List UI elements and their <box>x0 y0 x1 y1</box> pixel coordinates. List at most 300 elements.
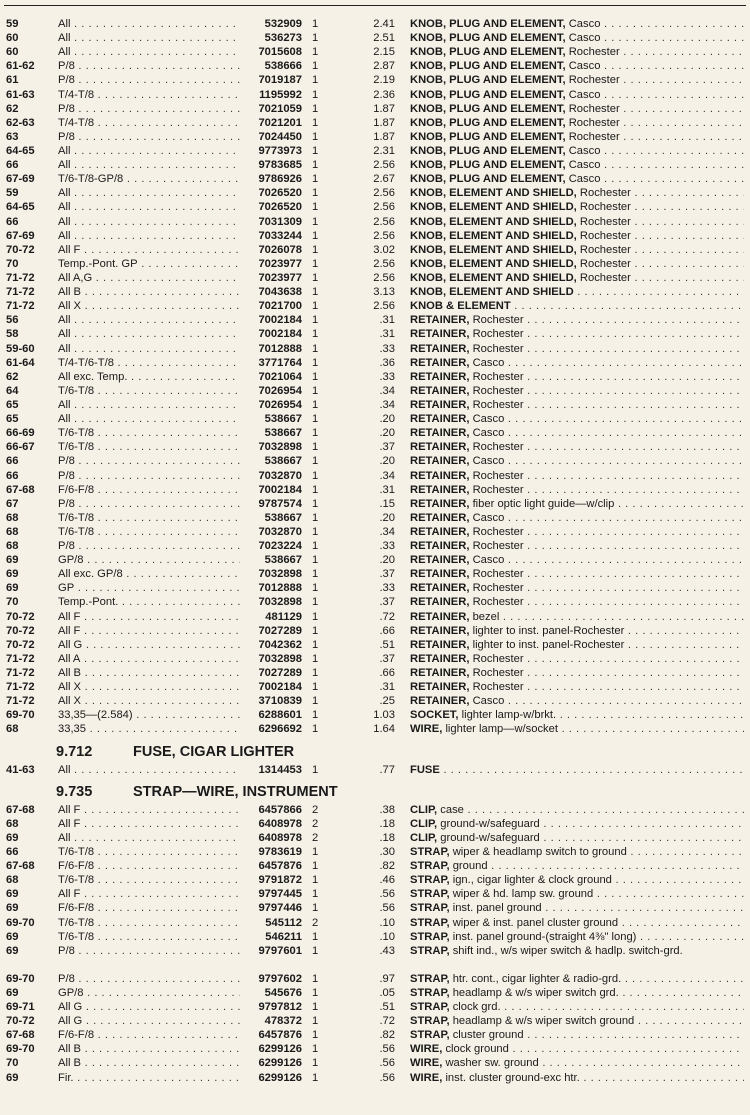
part-number-cell: 9797601 <box>258 944 302 957</box>
part-detail: ground <box>452 860 488 873</box>
part-detail: Casco <box>472 413 505 426</box>
price-cell: .34 <box>379 398 395 411</box>
part-number-cell: 7042362 <box>258 638 302 651</box>
part-name: RETAINER, <box>410 384 470 397</box>
quantity-cell: 1 <box>312 1043 319 1056</box>
year-cell: 69 <box>6 930 19 943</box>
year-cell: 67-68 <box>6 1029 35 1042</box>
year-cell: 66 <box>6 846 19 859</box>
model-cell: All A,G . . . <box>58 271 240 285</box>
price-cell: .20 <box>379 427 395 440</box>
model-cell: All . . . <box>58 200 240 214</box>
model-cell: T/6-T/8 . . . <box>58 845 240 859</box>
part-name: KNOB, PLUG AND ELEMENT, <box>410 74 566 87</box>
model-cell: P/8 . . . <box>58 59 240 73</box>
model-cell: GP/8 . . . <box>58 553 240 567</box>
table-row <box>6 972 744 986</box>
part-name: RETAINER, <box>410 370 470 383</box>
part-name: STRAP, <box>410 846 450 859</box>
quantity-cell: 1 <box>312 88 319 101</box>
model-cell: T/4-T/8 . . . <box>58 116 240 130</box>
price-cell: .30 <box>379 846 395 859</box>
part-detail: fiber optic light guide—w/clip <box>472 497 615 510</box>
table-row <box>6 1014 744 1028</box>
year-cell: 66 <box>6 469 19 482</box>
quantity-cell: 1 <box>312 201 319 214</box>
table-row <box>6 31 744 45</box>
part-detail: clock grd. <box>452 1001 501 1013</box>
model-cell: All X . . . <box>58 680 240 694</box>
model-cell: T/4-T/8 . . . <box>58 88 240 102</box>
part-detail: lighter lamp—w/socket <box>445 723 558 736</box>
part-number-cell: 6296692 <box>258 723 302 736</box>
description-cell <box>410 873 744 887</box>
top-rule <box>4 5 746 6</box>
table-row <box>6 229 744 243</box>
part-name: RETAINER, <box>410 568 470 581</box>
year-cell: 59-60 <box>6 342 35 355</box>
quantity-cell: 1 <box>312 511 319 524</box>
price-cell: .51 <box>379 638 395 651</box>
price-cell: .72 <box>379 610 395 623</box>
quantity-cell: 1 <box>312 902 319 915</box>
quantity-cell: 1 <box>312 944 319 957</box>
section-title: FUSE, CIGAR LIGHTER <box>133 743 295 760</box>
model-cell: F/6-F/8 . . . <box>58 483 240 497</box>
model-cell: P/8 . . . <box>58 944 240 958</box>
quantity-cell: 1 <box>312 972 319 985</box>
table-row <box>6 116 744 130</box>
table-row <box>6 271 744 285</box>
table-row <box>6 1000 744 1014</box>
part-detail: Rochester <box>579 229 631 242</box>
part-name: WIRE, <box>410 723 443 736</box>
table-row <box>6 1071 744 1085</box>
price-cell: .77 <box>379 763 395 776</box>
part-number-cell: 7027289 <box>258 667 302 680</box>
quantity-cell: 1 <box>312 384 319 397</box>
description-cell <box>410 454 744 468</box>
model-cell: All F . . . <box>58 624 240 638</box>
table-row <box>6 1056 744 1070</box>
quantity-cell: 1 <box>312 695 319 708</box>
part-number-cell: 9783685 <box>258 159 302 172</box>
part-number-cell: 538667 <box>264 413 302 426</box>
section-number: 9.735 <box>56 783 93 800</box>
table-row <box>6 200 744 214</box>
description-cell <box>410 172 744 186</box>
price-cell: .38 <box>379 803 395 816</box>
part-detail: wiper & headlamp switch to ground <box>452 846 627 859</box>
part-number-cell: 9791872 <box>258 874 302 887</box>
description-cell <box>410 398 744 412</box>
part-detail: inst. cluster ground-exc htr. <box>445 1071 580 1084</box>
price-cell: 2.56 <box>373 257 395 270</box>
table-row <box>6 694 744 708</box>
part-name: KNOB, PLUG AND ELEMENT, <box>410 32 566 45</box>
part-number-cell: 7032898 <box>258 568 302 581</box>
quantity-cell: 1 <box>312 427 319 440</box>
part-name: STRAP, <box>410 902 450 915</box>
quantity-cell: 2 <box>312 916 319 929</box>
part-detail: Rochester <box>579 215 631 228</box>
year-cell: 58 <box>6 328 19 341</box>
quantity-cell: 1 <box>312 874 319 887</box>
part-name: KNOB, ELEMENT AND SHIELD, <box>410 243 577 256</box>
part-detail: Rochester <box>568 116 620 129</box>
year-cell: 61-63 <box>6 88 35 101</box>
year-cell: 66 <box>6 159 19 172</box>
part-name: STRAP, <box>410 874 450 887</box>
part-name: RETAINER, <box>410 469 470 482</box>
description-cell <box>410 595 744 609</box>
quantity-cell: 1 <box>312 46 319 59</box>
model-cell: All F . . . <box>58 817 240 831</box>
year-cell: 64-65 <box>6 144 35 157</box>
description-cell <box>410 370 744 384</box>
description-cell <box>410 722 744 736</box>
part-name: STRAP, <box>410 930 450 943</box>
table-row <box>6 130 744 144</box>
table-row <box>6 327 744 341</box>
year-cell: 59 <box>6 18 19 30</box>
description-cell <box>410 17 744 31</box>
part-number-cell: 7031309 <box>258 215 302 228</box>
part-detail: Casco <box>472 427 505 440</box>
part-detail: Rochester <box>579 243 631 256</box>
part-detail: Rochester <box>568 130 620 143</box>
part-name: KNOB, ELEMENT AND SHIELD, <box>410 187 577 200</box>
price-cell: .56 <box>379 1043 395 1056</box>
model-cell: All . . . <box>58 398 240 412</box>
part-name: RETAINER, <box>410 652 470 665</box>
description-cell <box>410 412 744 426</box>
part-name: KNOB, PLUG AND ELEMENT, <box>410 18 566 30</box>
description-cell <box>410 144 744 158</box>
part-name: KNOB & ELEMENT <box>410 300 511 313</box>
part-detail: Casco <box>568 32 601 45</box>
part-number-cell: 7002184 <box>258 314 302 327</box>
description-cell <box>410 440 744 454</box>
part-detail: Rochester <box>579 271 631 284</box>
table-row <box>6 511 744 525</box>
price-cell: 1.87 <box>373 130 395 143</box>
part-detail: Rochester <box>472 652 524 665</box>
description-cell <box>410 581 744 595</box>
quantity-cell: 1 <box>312 525 319 538</box>
model-cell: All . . . <box>58 45 240 59</box>
part-number-cell: 7023977 <box>258 271 302 284</box>
quantity-cell: 1 <box>312 159 319 172</box>
quantity-cell: 1 <box>312 723 319 736</box>
part-number-cell: 7032898 <box>258 441 302 454</box>
table-row <box>6 426 744 440</box>
year-cell: 41-63 <box>6 763 35 776</box>
part-name: RETAINER, <box>410 342 470 355</box>
table-row <box>6 88 744 102</box>
model-cell: GP/8 . . . <box>58 986 240 1000</box>
year-cell: 69 <box>6 888 19 901</box>
part-number-cell: 7027289 <box>258 624 302 637</box>
part-name: KNOB, ELEMENT AND SHIELD, <box>410 229 577 242</box>
part-name: RETAINER, <box>410 314 470 327</box>
year-cell: 71-72 <box>6 667 35 680</box>
model-cell: All . . . <box>58 327 240 341</box>
part-detail: Rochester <box>472 370 524 383</box>
part-detail: shift ind., w/s wiper switch & hadlp. switch-grd. <box>452 944 683 957</box>
price-cell: 2.67 <box>373 173 395 186</box>
table-row <box>6 144 744 158</box>
year-cell: 64-65 <box>6 201 35 214</box>
year-cell: 67-68 <box>6 803 35 816</box>
part-detail: Rochester <box>472 568 524 581</box>
part-detail: htr. cont., cigar lighter & radio-grd. <box>452 972 622 985</box>
quantity-cell: 1 <box>312 652 319 665</box>
year-cell: 67-69 <box>6 229 35 242</box>
model-cell: All exc. Temp. . . . <box>58 370 240 384</box>
model-cell: 33,35—(2.584) . . . <box>58 708 240 722</box>
model-cell: F/6-F/8 . . . <box>58 859 240 873</box>
description-cell <box>410 610 744 624</box>
table-row <box>6 215 744 229</box>
quantity-cell: 1 <box>312 342 319 355</box>
quantity-cell: 1 <box>312 638 319 651</box>
year-cell: 70 <box>6 257 19 270</box>
part-name: SOCKET, <box>410 709 459 722</box>
description-cell <box>410 356 744 370</box>
description-cell <box>410 186 744 200</box>
price-cell: 2.36 <box>373 88 395 101</box>
part-detail: Rochester <box>472 469 524 482</box>
part-detail: Rochester <box>472 483 524 496</box>
price-cell: .20 <box>379 413 395 426</box>
part-name: KNOB, PLUG AND ELEMENT, <box>410 130 566 143</box>
model-cell: All B . . . <box>58 666 240 680</box>
price-cell: .37 <box>379 441 395 454</box>
year-cell: 69-70 <box>6 916 35 929</box>
year-cell: 70-72 <box>6 624 35 637</box>
quantity-cell: 1 <box>312 709 319 722</box>
description-cell <box>410 469 744 483</box>
part-detail: Rochester <box>472 384 524 397</box>
model-cell: All B . . . <box>58 1056 240 1070</box>
quantity-cell: 1 <box>312 370 319 383</box>
part-number-cell: 9787574 <box>258 497 302 510</box>
part-detail: wiper & inst. panel cluster ground <box>452 916 619 929</box>
price-cell: 2.56 <box>373 215 395 228</box>
part-name: RETAINER, <box>410 483 470 496</box>
part-detail: wiper & hd. lamp sw. ground <box>452 888 594 901</box>
description-cell <box>410 930 744 944</box>
table-row <box>6 803 744 817</box>
description-cell <box>410 652 744 666</box>
year-cell: 71-72 <box>6 652 35 665</box>
table-row <box>6 901 744 915</box>
table-row <box>6 680 744 694</box>
model-cell: All . . . <box>58 313 240 327</box>
part-name: STRAP, <box>410 916 450 929</box>
part-detail: Rochester <box>472 398 524 411</box>
price-cell: 2.56 <box>373 271 395 284</box>
quantity-cell: 1 <box>312 483 319 496</box>
price-cell: .33 <box>379 370 395 383</box>
year-cell: 66 <box>6 455 19 468</box>
quantity-cell: 1 <box>312 356 319 369</box>
table-row <box>6 45 744 59</box>
description-cell <box>410 116 744 130</box>
section-number: 9.712 <box>56 743 93 760</box>
part-detail: Rochester <box>472 667 524 680</box>
price-cell: .05 <box>379 986 395 999</box>
table-row <box>6 17 744 31</box>
year-cell: 61 <box>6 74 19 87</box>
description-cell <box>410 285 744 299</box>
model-cell: P/8 . . . <box>58 454 240 468</box>
quantity-cell: 1 <box>312 215 319 228</box>
year-cell: 71-72 <box>6 681 35 694</box>
year-cell: 70 <box>6 1057 19 1070</box>
model-cell: T/6-T/8 . . . <box>58 426 240 440</box>
price-cell: .34 <box>379 384 395 397</box>
part-detail: clock ground <box>445 1043 509 1056</box>
table-row <box>6 186 744 200</box>
table-row <box>6 539 744 553</box>
quantity-cell: 1 <box>312 1057 319 1070</box>
part-number-cell: 6457876 <box>258 860 302 873</box>
part-detail: case <box>440 803 464 816</box>
description-cell <box>410 638 744 652</box>
part-name: KNOB, ELEMENT AND SHIELD, <box>410 215 577 228</box>
part-name: KNOB, ELEMENT AND SHIELD <box>410 286 574 299</box>
price-cell: .25 <box>379 695 395 708</box>
quantity-cell: 1 <box>312 398 319 411</box>
model-cell: All X . . . <box>58 299 240 313</box>
model-cell: P/8 . . . <box>58 102 240 116</box>
part-name: KNOB, PLUG AND ELEMENT, <box>410 102 566 115</box>
part-number-cell: 532909 <box>264 18 302 30</box>
part-name: RETAINER, <box>410 398 470 411</box>
part-detail: inst. panel ground <box>452 902 542 915</box>
quantity-cell: 1 <box>312 102 319 115</box>
part-detail: Casco <box>568 18 601 30</box>
year-cell: 67-68 <box>6 860 35 873</box>
model-cell: Temp.-Pont. GP . . . <box>58 257 240 271</box>
part-number-cell: 7002184 <box>258 483 302 496</box>
model-cell: All F . . . <box>58 610 240 624</box>
part-name: RETAINER, <box>410 525 470 538</box>
part-number-cell: 7021201 <box>258 116 302 129</box>
model-cell: P/8 . . . <box>58 469 240 483</box>
part-name: RETAINER, <box>410 511 470 524</box>
description-cell <box>410 1014 744 1028</box>
price-cell: .31 <box>379 681 395 694</box>
description-cell <box>410 257 744 271</box>
description-cell <box>410 1056 744 1070</box>
price-cell: .56 <box>379 888 395 901</box>
price-cell: .56 <box>379 1057 395 1070</box>
part-number-cell: 7032898 <box>258 596 302 609</box>
price-cell: .82 <box>379 860 395 873</box>
part-number-cell: 7026078 <box>258 243 302 256</box>
table-row <box>6 299 744 313</box>
description-cell <box>410 243 744 257</box>
part-name: RETAINER, <box>410 554 470 567</box>
model-cell: T/6-T/8 . . . <box>58 511 240 525</box>
quantity-cell: 2 <box>312 817 319 830</box>
description-cell <box>410 73 744 87</box>
quantity-cell: 1 <box>312 130 319 143</box>
part-number-cell: 9797812 <box>258 1001 302 1013</box>
price-cell: .31 <box>379 483 395 496</box>
quantity-cell: 1 <box>312 667 319 680</box>
part-name: STRAP, <box>410 888 450 901</box>
table-row <box>6 553 744 567</box>
table-row <box>6 497 744 511</box>
part-number-cell: 7021064 <box>258 370 302 383</box>
model-cell: All F . . . <box>58 803 240 817</box>
section-heading <box>6 741 744 763</box>
part-number-cell: 545676 <box>264 986 302 999</box>
table-row <box>6 859 744 873</box>
year-cell: 63 <box>6 130 19 143</box>
part-number-cell: 6299126 <box>258 1071 302 1084</box>
model-cell: All . . . <box>58 144 240 158</box>
price-cell: .37 <box>379 568 395 581</box>
year-cell: 68 <box>6 817 19 830</box>
part-detail: Casco <box>568 88 601 101</box>
description-cell <box>410 88 744 102</box>
part-number-cell: 1195992 <box>259 88 302 101</box>
part-detail: inst. panel ground-(straight 4⅜" long) <box>452 930 637 943</box>
model-cell: P/8 . . . <box>58 130 240 144</box>
part-number-cell: 6299126 <box>258 1043 302 1056</box>
model-cell: F/6-F/8 . . . <box>58 1028 240 1042</box>
table-row <box>6 722 744 736</box>
quantity-cell: 1 <box>312 441 319 454</box>
description-cell <box>410 1028 744 1042</box>
quantity-cell: 1 <box>312 1029 319 1042</box>
price-cell: .31 <box>379 314 395 327</box>
part-detail: Rochester <box>472 681 524 694</box>
part-detail: ground-w/safeguard <box>440 831 540 844</box>
part-number-cell: 9797445 <box>258 888 302 901</box>
part-name: RETAINER, <box>410 413 470 426</box>
description-cell <box>410 887 744 901</box>
year-cell: 69 <box>6 902 19 915</box>
part-detail: Rochester <box>472 441 524 454</box>
price-cell: 2.51 <box>373 32 395 45</box>
section-title: STRAP—WIRE, INSTRUMENT <box>133 783 338 800</box>
price-cell: .20 <box>379 455 395 468</box>
part-number-cell: 7012888 <box>258 582 302 595</box>
description-cell <box>410 972 744 986</box>
table-row <box>6 930 744 944</box>
part-detail: lighter to inst. panel-Rochester <box>472 638 625 651</box>
part-name: RETAINER, <box>410 540 470 553</box>
table-row <box>6 102 744 116</box>
part-name: CLIP, <box>410 831 438 844</box>
quantity-cell: 1 <box>312 568 319 581</box>
part-detail: Casco <box>472 511 505 524</box>
model-cell: All B . . . <box>58 285 240 299</box>
year-cell: 71-72 <box>6 286 35 299</box>
part-number-cell: 9783619 <box>258 846 302 859</box>
part-name: RETAINER, <box>410 582 470 595</box>
part-number-cell: 6288601 <box>258 709 302 722</box>
quantity-cell: 1 <box>312 243 319 256</box>
part-number-cell: 7026954 <box>258 384 302 397</box>
quantity-cell: 2 <box>312 831 319 844</box>
